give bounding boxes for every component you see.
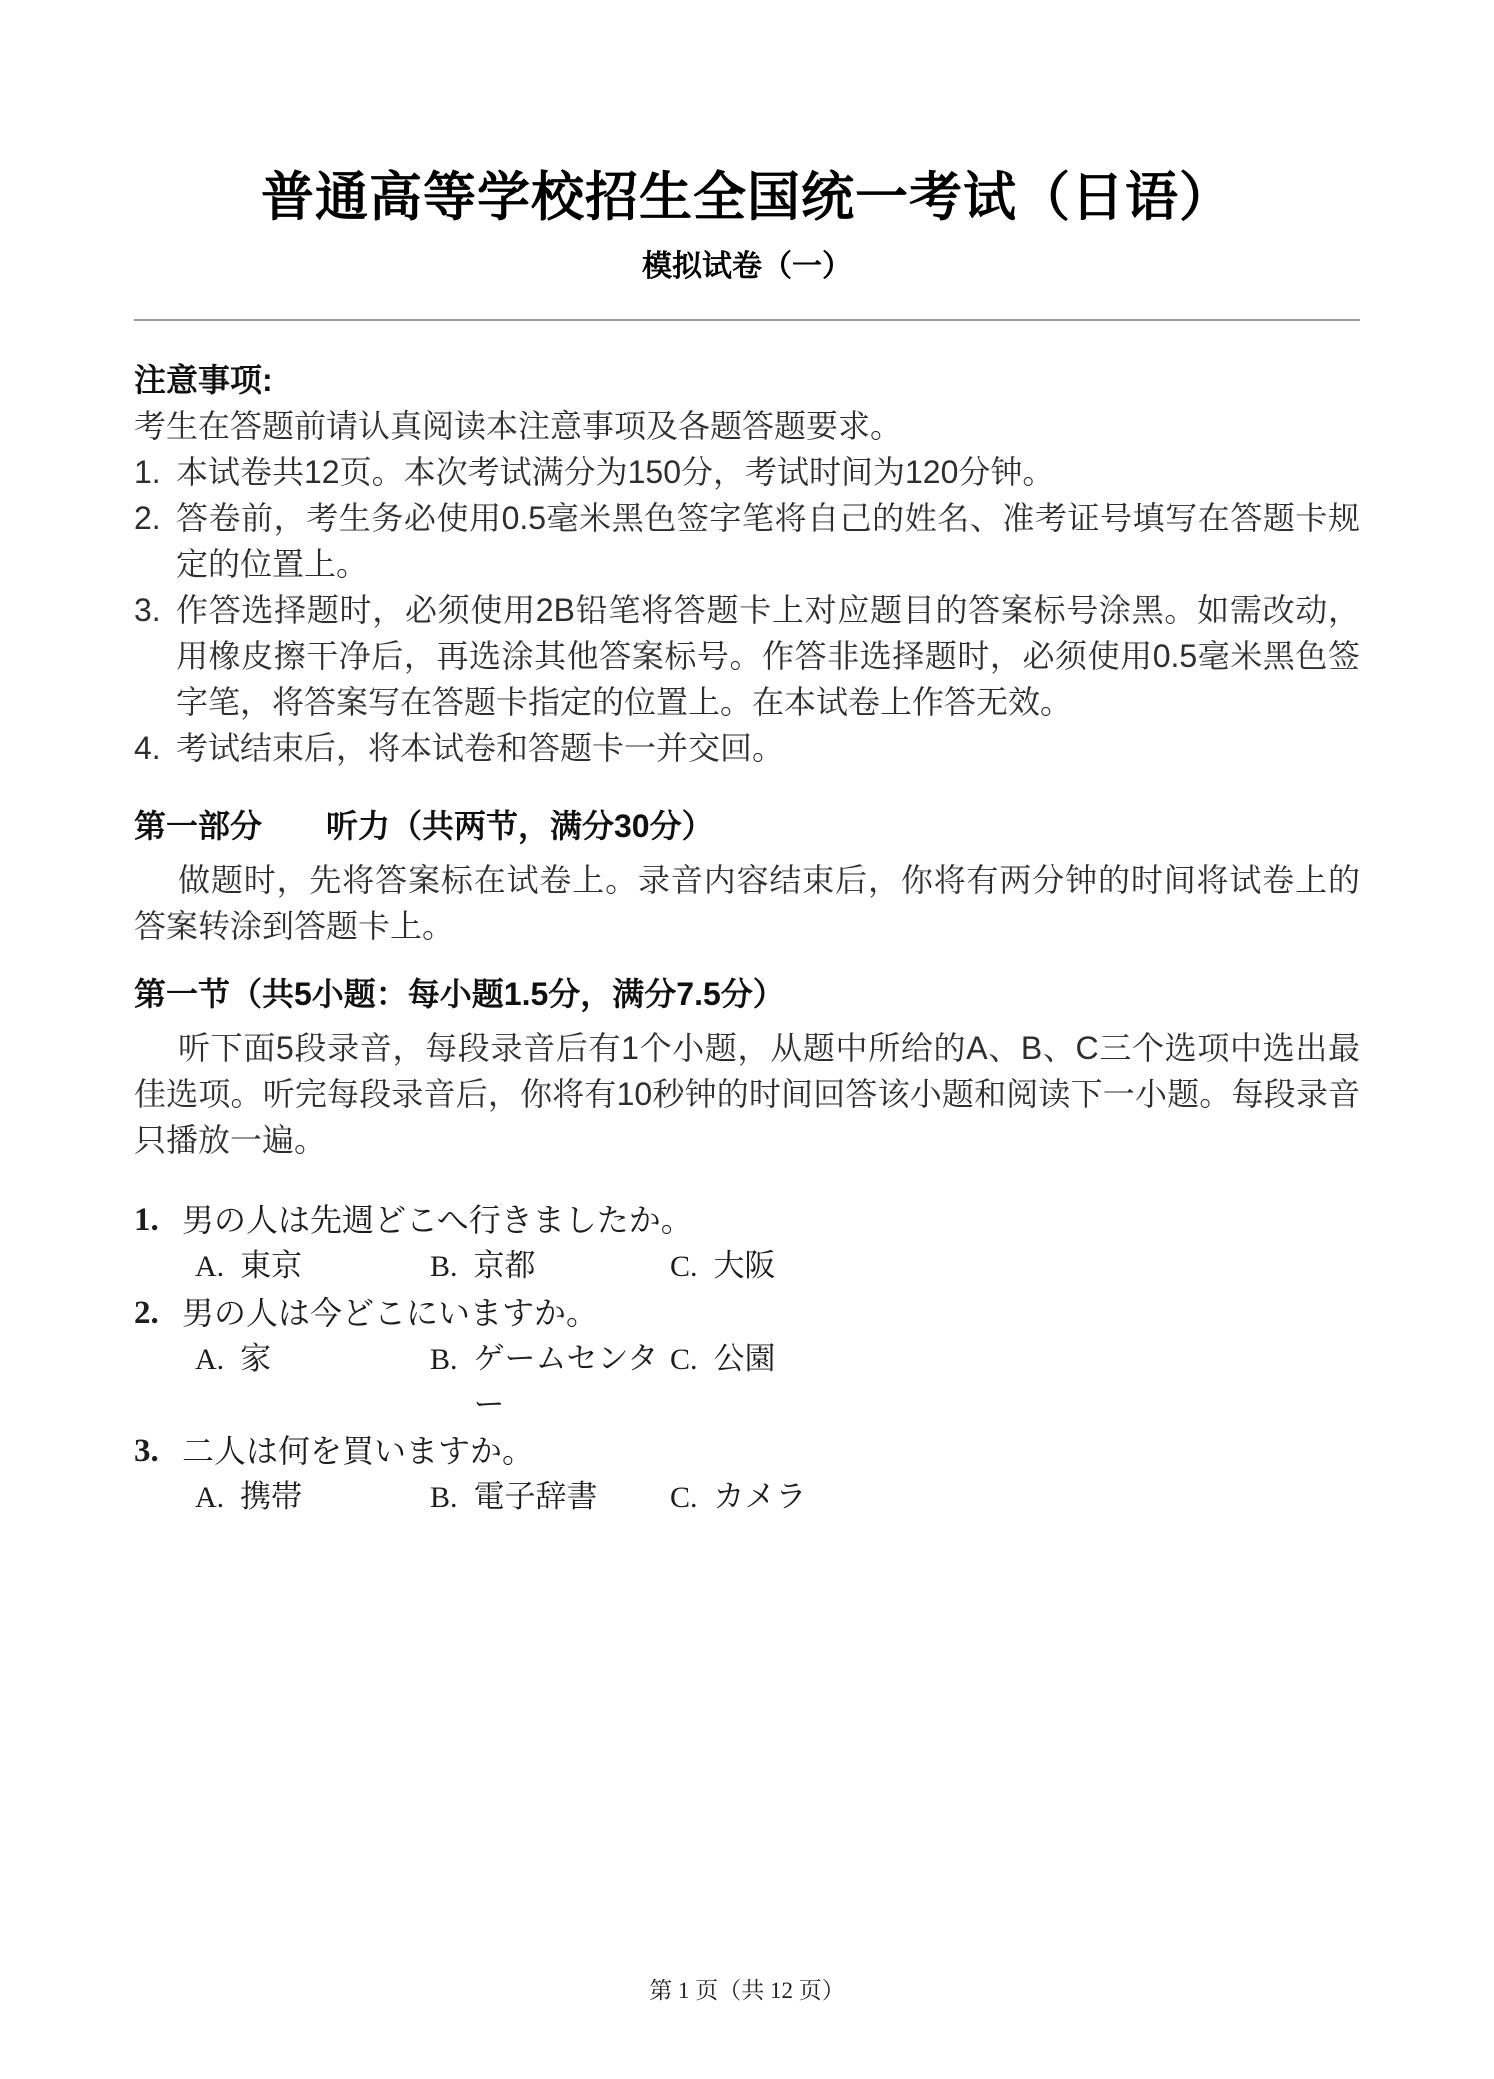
question-item xyxy=(134,1428,1360,1521)
notice-list xyxy=(134,449,1360,771)
notice-item xyxy=(134,495,1360,587)
option-label: B. xyxy=(430,1481,458,1515)
option-text: 携帯 xyxy=(240,1479,303,1515)
notice-intro: 考生在答题前请认真阅读本注意事项及各题答题要求。 xyxy=(134,408,903,445)
option-a xyxy=(195,1243,430,1290)
options-row xyxy=(134,1474,1360,1521)
option-label: A. xyxy=(195,1250,225,1284)
option-label: C. xyxy=(670,1481,698,1515)
option-label: A. xyxy=(195,1343,225,1377)
option-text: ゲームセンター xyxy=(473,1341,659,1423)
question-item xyxy=(134,1290,1360,1428)
notice-item-text: 本试卷共12页。本次考试满分为150分，考试时间为120分钟。 xyxy=(176,454,1055,491)
option-c xyxy=(670,1336,776,1428)
question-line xyxy=(134,1428,1360,1474)
notice-item xyxy=(134,587,1360,725)
notice-item-number: 1. xyxy=(134,454,161,491)
question-text: 二人は何を買いますか。 xyxy=(182,1433,535,1470)
notice-item xyxy=(134,449,1360,495)
option-label: C. xyxy=(670,1250,698,1284)
option-text: 電子辞書 xyxy=(473,1479,598,1515)
page-footer: 第 1 页（共 12 页） xyxy=(649,1978,845,2003)
question-number: 3. xyxy=(134,1433,159,1470)
option-b xyxy=(430,1336,670,1428)
option-a xyxy=(195,1336,430,1428)
notice-item-number: 4. xyxy=(134,730,161,767)
notice-item-number: 3. xyxy=(134,592,161,629)
notice-item-text: 考试结束后，将本试卷和答题卡一并交回。 xyxy=(176,730,785,767)
part1-heading: 第一部分 听力（共两节，满分30分） xyxy=(134,808,714,845)
question-text: 男の人は先週どこへ行きましたか。 xyxy=(182,1202,693,1239)
option-text: 東京 xyxy=(240,1248,303,1284)
notice-item-number: 2. xyxy=(134,500,161,537)
question-text: 男の人は今どこにいますか。 xyxy=(182,1295,599,1332)
question-item xyxy=(134,1197,1360,1290)
option-label: B. xyxy=(430,1343,458,1377)
option-b xyxy=(430,1243,670,1290)
option-text: 大阪 xyxy=(713,1248,776,1284)
notice-section xyxy=(134,357,1360,771)
notice-item-text: 作答选择题时，必须使用2B铅笔将答题卡上对应题目的答案标号涂黑。如需改动，用橡皮擦干净后，再选涂其他答案标号。作答非选择题时，必须使用0.5毫米黑色签字笔，将答案写在答题卡指定的位置上。在本试卷上作答无效。 xyxy=(176,592,1360,721)
notice-item xyxy=(134,725,1360,771)
divider xyxy=(134,319,1360,321)
question-list xyxy=(134,1197,1360,1521)
question-number: 2. xyxy=(134,1295,159,1332)
question-line xyxy=(134,1290,1360,1336)
option-text: カメラ xyxy=(713,1479,807,1515)
option-text: 公園 xyxy=(713,1341,776,1377)
notice-heading: 注意事项: xyxy=(134,362,273,399)
part1-intro: 做题时，先将答案标在试卷上。录音内容结束后，你将有两分钟的时间将试卷上的答案转涂到答题卡上。 xyxy=(134,862,1360,945)
option-label: C. xyxy=(670,1343,698,1377)
option-label: B. xyxy=(430,1250,458,1284)
page-title: 普通高等学校招生全国统一考试（日语） xyxy=(261,168,1233,227)
section1-intro: 听下面5段录音，每段录音后有1个小题，从题中所给的A、B、C三个选项中选出最佳选项。听完每段录音后，你将有10秒钟的时间回答该小题和阅读下一小题。每段录音只播放一遍。 xyxy=(134,1030,1360,1159)
option-c xyxy=(670,1474,807,1521)
question-line xyxy=(134,1197,1360,1243)
option-c xyxy=(670,1243,776,1290)
options-row xyxy=(134,1336,1360,1428)
option-text: 家 xyxy=(240,1341,272,1377)
option-text: 京都 xyxy=(473,1248,536,1284)
option-b xyxy=(430,1474,670,1521)
options-row xyxy=(134,1243,1360,1290)
page-subtitle: 模拟试卷（一） xyxy=(642,250,852,284)
listening-part xyxy=(134,803,1360,1521)
section1-heading: 第一节（共5小题：每小题1.5分，满分7.5分） xyxy=(134,976,785,1013)
option-label: A. xyxy=(195,1481,225,1515)
option-a xyxy=(195,1474,430,1521)
notice-item-text: 答卷前，考生务必使用0.5毫米黑色签字笔将自己的姓名、准考证号填写在答题卡规定的位置上。 xyxy=(176,500,1360,583)
question-number: 1. xyxy=(134,1202,159,1239)
